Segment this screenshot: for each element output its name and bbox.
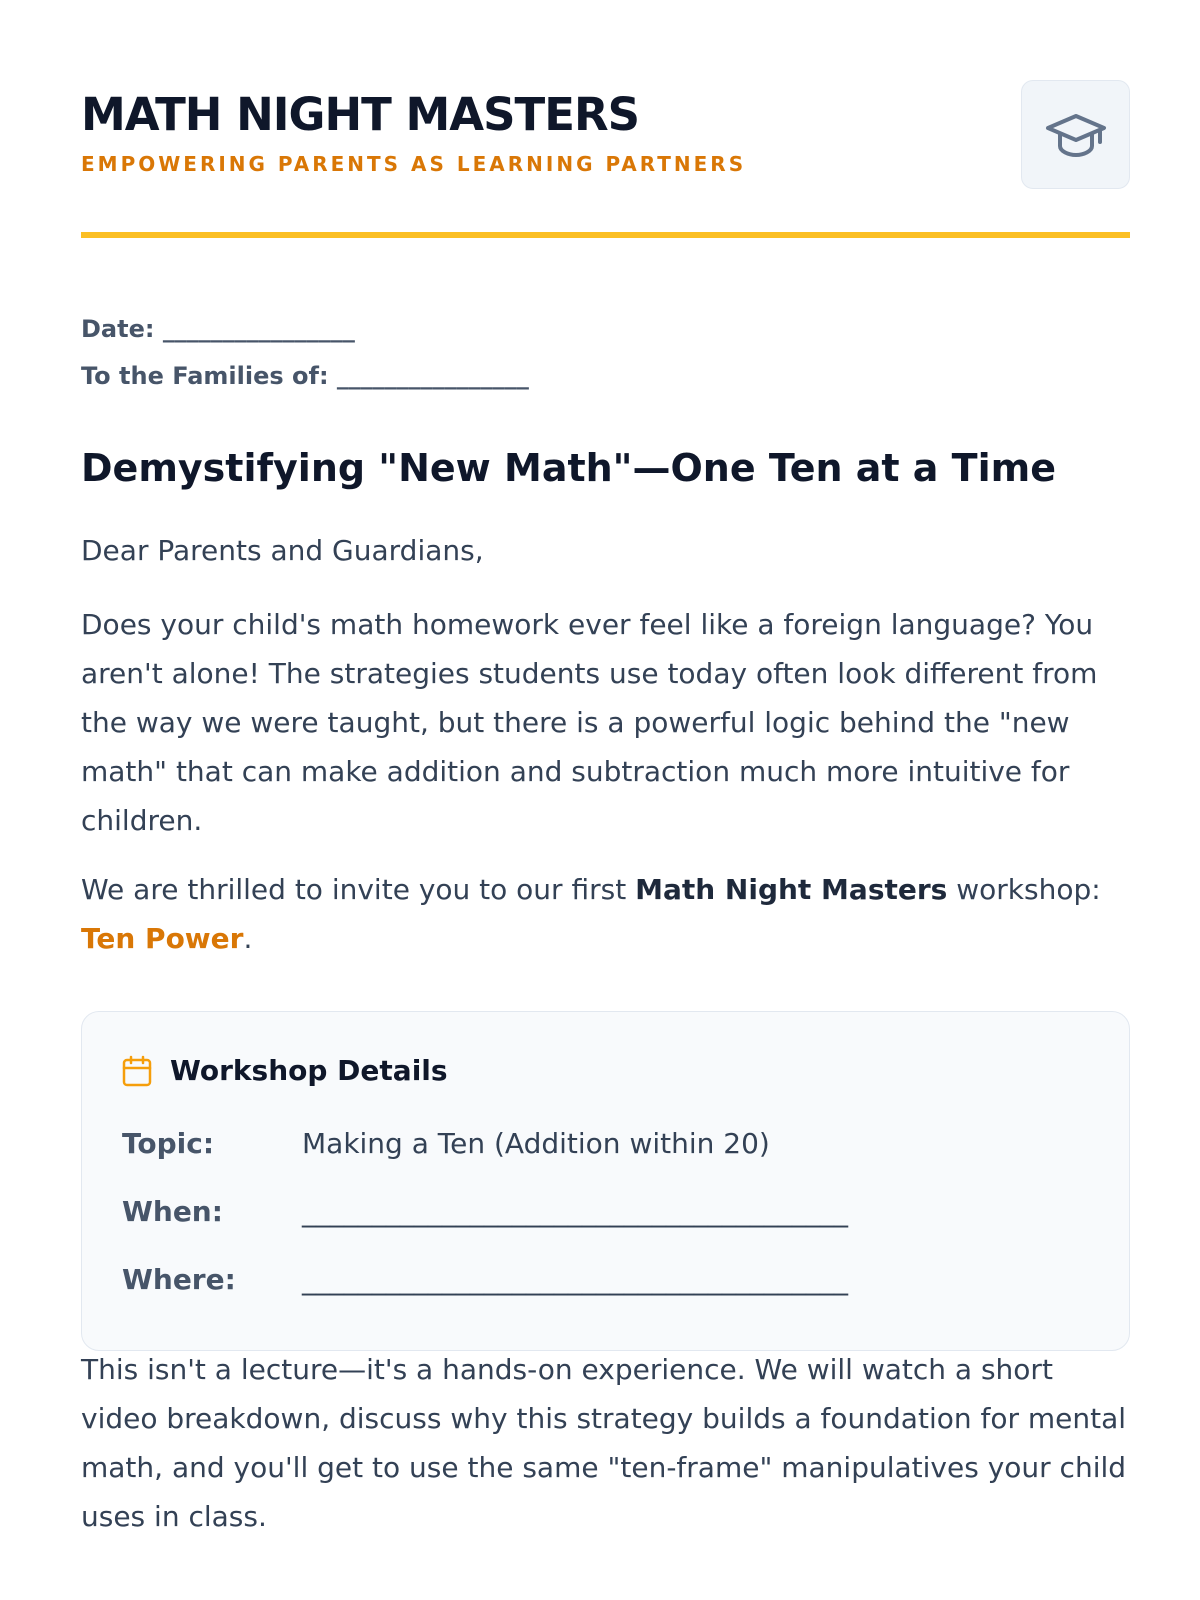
graduation-cap-icon — [1044, 110, 1108, 160]
letter-header — [81, 80, 1130, 240]
brand-tagline: EMPOWERING PARENTS AS LEARNING PARTNERS — [81, 152, 747, 176]
families-label: To the Families of: — [81, 362, 329, 390]
closing-paragraph: This isn't a lecture—it's a hands-on experience. We will watch a short video breakdown, discuss why this strategy builds a foundation for mental math, and you'll get to use the same "ten-frame" manipulatives your child uses in class. — [81, 1353, 1127, 1533]
invite-text-middle: workshop: — [947, 873, 1101, 906]
header-divider — [81, 232, 1130, 238]
letter-meta — [81, 306, 529, 400]
calendar-icon — [122, 1055, 152, 1087]
detail-label: When: — [122, 1195, 223, 1228]
detail-value: _______________________________________ — [302, 1195, 848, 1228]
intro-paragraph: Does your child's math homework ever feel like a foreign language? You aren't alone! The strategies students use today often look different from the way we were taught, but there is a powerful logic behind the "new math" that can make addition and subtraction much more intuitive for children. — [81, 608, 1098, 837]
date-line — [81, 306, 529, 353]
detail-value: Making a Ten (Addition within 20) — [302, 1127, 770, 1160]
families-line — [81, 353, 529, 400]
date-label: Date: — [81, 315, 155, 343]
invite-text-after: . — [243, 922, 253, 955]
families-blank: ________________ — [336, 362, 529, 390]
program-name: Math Night Masters — [635, 873, 948, 906]
invite-paragraph — [81, 865, 1130, 963]
greeting: Dear Parents and Guardians, — [81, 534, 484, 567]
detail-label: Topic: — [122, 1127, 215, 1160]
detail-value: _______________________________________ — [302, 1263, 848, 1296]
details-heading — [122, 1054, 448, 1087]
invite-text-before: We are thrilled to invite you to our first — [81, 873, 636, 906]
brand-title: MATH NIGHT MASTERS — [81, 88, 640, 141]
date-blank: ________________ — [162, 315, 355, 343]
details-title: Workshop Details — [170, 1054, 448, 1087]
detail-label: Where: — [122, 1263, 236, 1296]
workshop-name: Ten Power — [81, 922, 244, 955]
workshop-details-card — [81, 1011, 1130, 1351]
logo-badge — [1021, 80, 1130, 189]
letter-headline: Demystifying "New Math"—One Ten at a Time — [81, 446, 1056, 490]
